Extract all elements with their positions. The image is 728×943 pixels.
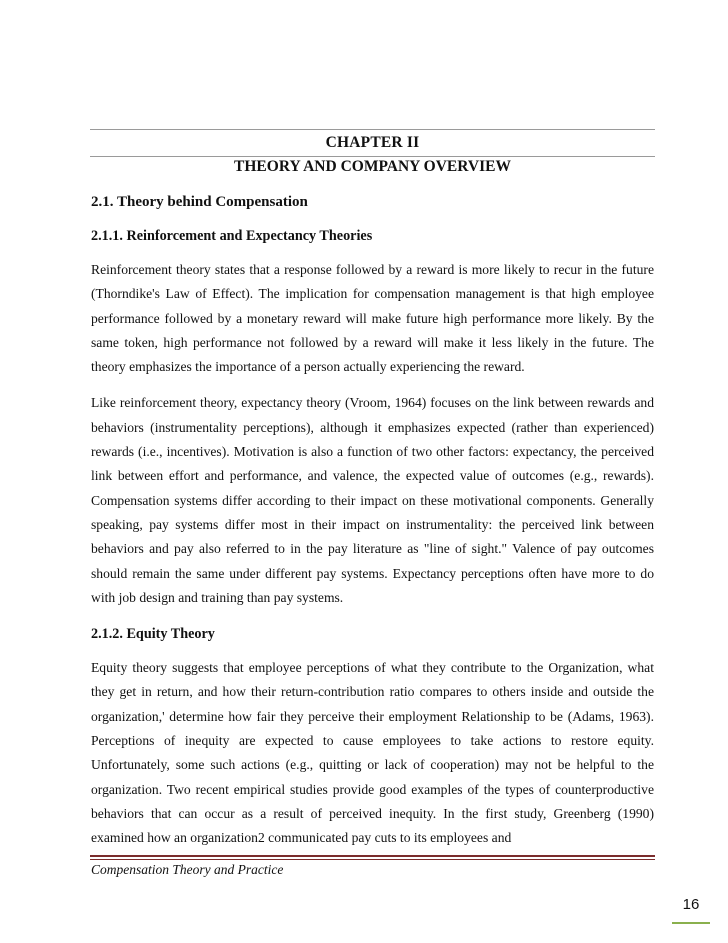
section-heading-2-1-2: 2.1.2. Equity Theory	[91, 626, 215, 643]
footer-rule-thin	[90, 859, 655, 860]
header-rule-top	[90, 129, 655, 130]
paragraph-reinforcement: Reinforcement theory states that a response followed by a reward is more likely to recur in the future (Thorndike's Law of Effect). The implication for compensation management is that high employee performance followed by a monetary reward will make future high performance more likely. By the same token, high performance not followed by a reward will make it less likely in the future. The theory emphasizes the importance of a person actually experiencing the reward.	[91, 262, 654, 375]
footer-rule-thick	[90, 855, 655, 857]
header-rule-middle	[90, 156, 655, 157]
page-body	[91, 192, 654, 863]
footer-title: Compensation Theory and Practice	[91, 862, 284, 877]
paragraph-expectancy: Like reinforcement theory, expectancy theory (Vroom, 1964) focuses on the link between rewards and behaviors (instrumentality perceptions), although it emphasizes expected (rather than experienced) rewards (i.e., incentives). Motivation is also a function of two other factors: expectancy, the perceived link between effort and performance, and valence, the expected value of outcomes (e.g., rewards). Compensation systems differ according to their impact on these motivational components. Generally speaking, pay systems differ most in their impact on instrumentality: the perceived link between behaviors and pay also referred to in the pay literature as "line of sight." Valence of pay outcomes should remain the same under different pay systems. Expectancy perceptions often have more to do with job design and training than pay systems.	[91, 395, 654, 605]
paragraph-equity: Equity theory suggests that employee perceptions of what they contribute to the Organization, what they get in return, and how their return-contribution ratio compares to others inside and outside the organization,' determine how fair they perceive their employment Relationship to be (Adams, 1963). Perceptions of inequity are expected to cause employees to take actions to restore equity. Unfortunately, some such actions (e.g., quitting or lack of cooperation) may not be helpful to the organization. Two recent empirical studies provide good examples of the types of counterproductive behaviors that can occur as a result of perceived inequity. In the first study, Greenberg (1990) examined how an organization2 communicated pay cuts to its employees and	[91, 660, 654, 846]
page-number: 16	[682, 896, 700, 913]
section-heading-2-1: 2.1. Theory behind Compensation	[91, 194, 308, 210]
page-number-underline	[672, 922, 710, 924]
chapter-label: CHAPTER II	[325, 134, 420, 151]
section-heading-2-1-1: 2.1.1. Reinforcement and Expectancy Theories	[91, 228, 373, 244]
chapter-title: THEORY AND COMPANY OVERVIEW	[234, 158, 511, 175]
